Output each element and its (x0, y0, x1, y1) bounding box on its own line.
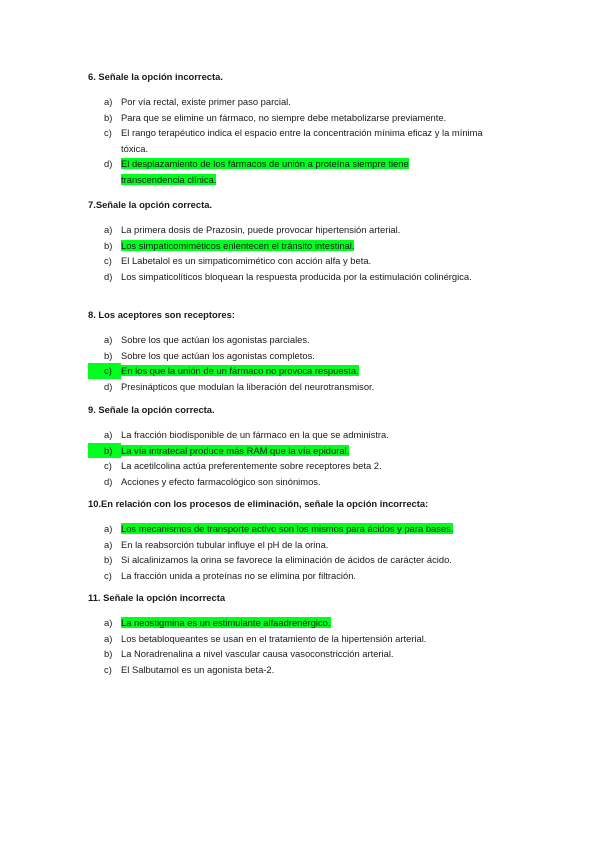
option-letter: d) (104, 475, 113, 487)
option-letter: c) (104, 255, 112, 266)
option-a-second (88, 631, 518, 647)
option-letter: c) (104, 569, 112, 581)
option-d (88, 156, 518, 187)
option-text-highlighted: En los que la unión de un fármaco no provoca respuesta. (121, 365, 359, 376)
option-letter: b) (104, 554, 113, 565)
question-7 (88, 199, 518, 284)
option-d (88, 269, 518, 285)
option-text-highlighted: La vía intratecal produce más RAM que la vía epidural. (121, 444, 350, 456)
option-d (88, 379, 518, 395)
option-c (88, 458, 518, 474)
option-text: La fracción biodisponible de un fármaco en la que se administra. (121, 429, 389, 440)
option-b (88, 110, 518, 126)
option-text: En la reabsorción tubular influye el pH de la orina. (121, 538, 329, 550)
option-text: Los simpaticolíticos bloquean la respuesta producida por la estimulación colinérgica. (121, 270, 472, 282)
option-letter: a) (104, 523, 113, 534)
option-a (88, 222, 518, 238)
question-8 (88, 309, 518, 394)
option-letter: d) (104, 270, 113, 282)
option-letter: a) (104, 334, 113, 345)
option-letter: a) (104, 224, 113, 235)
question-6 (88, 71, 518, 187)
option-letter: a) (104, 538, 113, 550)
question-title: 11. Señale la opción incorrecta (88, 592, 226, 603)
question-10 (88, 498, 518, 583)
option-text-highlighted: El desplazamiento de los fármacos de unión a proteína siempre tiene transcendencia clínica. (121, 158, 409, 185)
option-letter: c) (88, 363, 121, 379)
option-text: El rango terapéutico indica el espacio entre la concentración mínima eficaz y la mínima tóxica. (121, 127, 483, 154)
option-text: La fracción unida a proteínas no se elimina por filtración. (121, 569, 357, 581)
option-text: Los betabloqueantes se usan en el tratamiento de la hipertensión arterial. (121, 632, 427, 644)
option-letter: d) (104, 380, 113, 392)
option-b (88, 552, 518, 568)
option-a (88, 615, 518, 631)
option-text: La primera dosis de Prazosin, puede provocar hipertensión arterial. (121, 224, 401, 235)
option-letter: b) (104, 111, 113, 123)
question-title: 6. Señale la opción incorrecta. (88, 71, 223, 82)
question-9 (88, 404, 518, 489)
option-text: La acetilcolina actúa preferentemente sobre receptores beta 2. (121, 460, 382, 471)
question-title: 7.Señale la opción correcta. (88, 199, 213, 210)
option-text: Presinápticos que modulan la liberación del neurotransmisor. (121, 380, 375, 392)
option-text: La Noradrenalina a nivel vascular causa vasoconstricción arterial. (121, 648, 394, 659)
option-letter: a) (104, 429, 113, 440)
option-b (88, 646, 518, 662)
question-title: 9. Señale la opción correcta. (88, 404, 215, 415)
option-text: Si alcalinizamos la orina se favorece la eliminación de ácidos de carácter ácido. (121, 554, 452, 565)
option-letter: b) (88, 443, 121, 459)
option-c (88, 125, 518, 156)
option-letter: a) (104, 617, 113, 628)
option-text: Sobre los que actúan los agonistas parciales. (121, 334, 310, 345)
option-a (88, 427, 518, 443)
option-letter: b) (104, 349, 113, 361)
option-text-highlighted: Los mecanismos de transporte activo son los mismos para ácidos y para bases. (121, 523, 454, 534)
option-text: Para que se elimine un fármaco, no siempre debe metabolizarse previamente. (121, 111, 447, 123)
option-a-second (88, 537, 518, 553)
option-text-highlighted: La neostigmina es un estimulante alfaadrenérgico. (121, 617, 331, 628)
option-text-highlighted: Los simpaticomiméticos enlentecen el tránsito intestinal. (121, 239, 355, 251)
option-letter: d) (104, 158, 113, 169)
option-b (88, 238, 518, 254)
option-text: Por vía rectal, existe primer paso parcial. (121, 96, 291, 107)
question-11 (88, 592, 518, 677)
option-b (88, 443, 518, 459)
option-text: Sobre los que actúan los agonistas completos. (121, 349, 315, 361)
option-d (88, 474, 518, 490)
option-b (88, 348, 518, 364)
option-c (88, 253, 518, 269)
option-text: El Labetalol es un simpaticomimético con acción alfa y beta. (121, 255, 372, 266)
option-a (88, 94, 518, 110)
option-text: Acciones y efecto farmacológico son sinónimos. (121, 475, 321, 487)
option-a (88, 332, 518, 348)
option-text: El Salbutamol es un agonista beta-2. (121, 663, 275, 675)
option-letter: b) (104, 648, 113, 659)
option-letter: c) (104, 127, 112, 138)
option-c (88, 568, 518, 584)
option-a (88, 521, 518, 537)
option-c (88, 363, 518, 379)
option-letter: c) (104, 663, 112, 675)
option-letter: a) (104, 96, 113, 107)
question-title: 8. Los aceptores son receptores: (88, 309, 235, 320)
option-letter: c) (104, 460, 112, 471)
option-letter: b) (104, 239, 113, 251)
option-letter: a) (104, 632, 113, 644)
option-c (88, 662, 518, 678)
question-title: 10.En relación con los procesos de eliminación, señale la opción incorrecta: (88, 498, 429, 509)
